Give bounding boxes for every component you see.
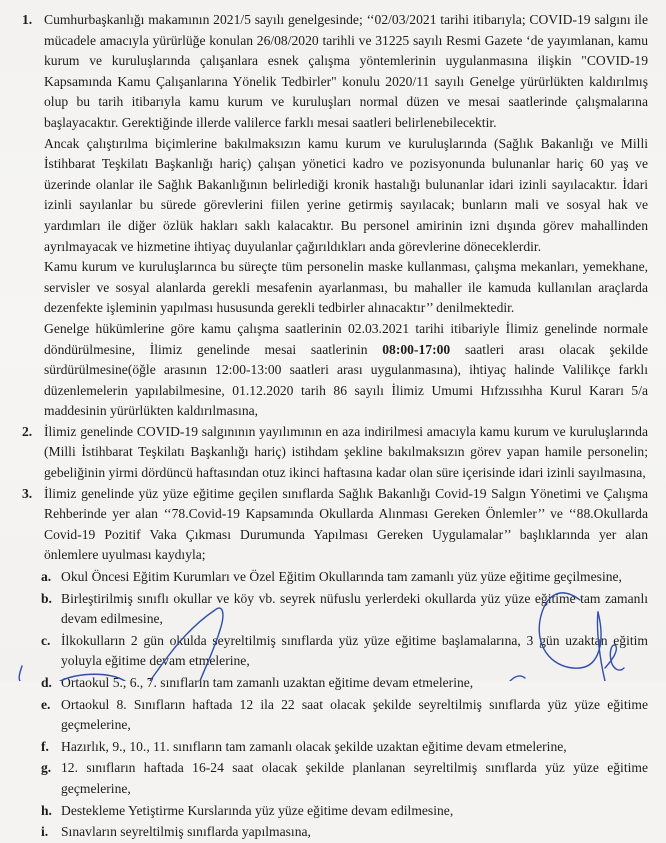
document-body [0,10,666,843]
text-run: saatleri arası olacak şekilde sürdürülmesine(öğle arasının 12:00-13:00 saatleri arası uygulanmasına), ihtiyaç halinde Valilikçe farklı düzenlemelerin yapılabilmesine, 01.12.2020 tarih 86 sayılı İlimiz Umumi Hıfzıssıhha Kurul Kararı 5/a maddesinin yürürlükten kaldırılmasına, [44,341,648,419]
subitem-letter: i. [41,824,49,840]
working-hours-bold: 08:00-17:00 [382,341,451,357]
decision-item-2 [0,422,666,484]
subitem-i [0,822,666,843]
paragraph: İlimiz genelinde COVID-19 salgınının yayılımının en aza indirilmesi amacıyla kamu kurum ve kuruluşlarında (Milli İstihbarat Teşkilatı Başkanlığı hariç) istihdam şekline bakılmaksızın görev yapan hamile personelin; gebeliğinin yirmi dördüncü haftasından otuz ikinci haftasına kadar olan süre içerisinde idari izinli sayılmasına, [44,423,648,481]
subitem-text: Birleştirilmiş sınıflı okullar ve köy vb. seyrek nüfuslu yerlerdeki okullarda yüz yüze eğitime tam zamanlı devam edilmesine, [61,590,648,627]
subitem-g [0,758,666,799]
paragraph-working-hours [44,319,648,422]
subitem-letter: a. [41,569,52,585]
subitem-letter: h. [41,802,52,818]
paragraph: İlimiz genelinde yüz yüze eğitime geçilen sınıflarda Sağlık Bakanlığı Covid-19 Salgın Yönetimi ve Çalışma Rehberinde yer alan ‘‘78.Covid-19 Kapsamında Okullarda Alınması Gereken Önlemler’’ ve ‘‘88.Okullarda Covid-19 Pozitif Vaka Çıkması Durumunda Yapılması Gereken Uygulamalar’’ başlıklarında yer alan önlemlere uyulması kaydıyla; [44,485,648,563]
subitem-d [0,673,666,694]
subitem-text: Hazırlık, 9., 10., 11. sınıfların tam zamanlı olacak şekilde uzaktan eğitime devam etmelerine, [61,738,567,754]
subitem-letter: b. [41,590,52,606]
item-number: 1. [22,12,33,27]
subitem-letter: c. [41,632,51,648]
subitem-a [0,567,666,588]
item-number: 2. [22,423,33,439]
subitem-text: Destekleme Yetiştirme Kurslarında yüz yüze eğitime devam edilmesine, [61,802,454,818]
paragraph: Ancak çalıştırılma biçimlerine bakılmaksızın kamu kurum ve kuruluşlarında (Sağlık Bakanlığı ve Milli İstihbarat Teşkilatı Başkanlığı hariç) çalışan yönetici kadro ve pozisyonunda bulunanlar hariç 60 yaş ve üzerinde olanlar ile Sağlık Bakanlığının belirlediği kronik hastalığı bulunanlar idari izinli sayılacaktır. İdari izinli sayılanlar bu sürede görevlerini fiilen yerine getirmiş sayılacak; bunların mali ve sosyal hak ve yardımları ile diğer özlük hakları saklı kalacaktır. Bu personel amirinin izni dışında görev mahallinden ayrılmayacak ve hizmetine ihtiyaç duyulanlar çağırıldıkları anda görevlerine döneceklerdir. [44,135,648,254]
subitem-e [0,695,666,736]
paragraph: Cumhurbaşkanlığı makamının 2021/5 sayılı genelgesinde; ‘‘02/03/2021 tarihi itibarıyla; COVID-19 salgını ile mücadele amacıyla yürürlüğe konulan 26/08/2020 tarihli ve 31225 sayılı Resmi Gazete ‘de yayımlanan, kamu kurum ve kuruluşlarında çalışanlara esnek çalışma yöntemlerinin uygulanmasına ilişkin "COVID-19 Kapsamında Kamu Çalışanlarına Yönelik Tedbirler" konulu 2020/11 sayılı Genelge yürürlükten kaldırılmış olup bu tarih itibarıyla kamu kurum ve kuruluşları normal düzen ve mesai saatlerinde çalışmalarına başlayacaktır. Gerektiğinde illerde valilerce farklı mesai saatleri belirlenebilecektir. [44,12,648,130]
subitem-letter: d. [41,675,52,690]
item-number: 3. [22,485,33,501]
subitem-text: 12. sınıfların haftada 16-24 saat olacak şekilde planlanan seyreltilmiş sınıflarda yüz yüze eğitime geçmelerine, [61,760,648,796]
subitem-letter: e. [41,696,51,712]
subitem-b [0,589,666,630]
decision-item-1 [0,10,666,422]
decision-item-3 [0,484,666,566]
subitem-text: Okul Öncesi Eğitim Kurumları ve Özel Eğitim Okullarında tam zamanlı yüz yüze eğitime geçilmesine, [61,569,622,585]
subitem-letter: g. [41,760,52,776]
subitem-letter: f. [41,738,49,754]
subitem-text: Ortaokul 5., 6., 7. sınıfların tam zamanlı uzaktan eğitime devam etmelerine, [61,675,474,690]
subitem-text: İlkokulların 2 gün okulda seyreltilmiş sınıflarda yüz yüze eğitime başlamalarına, 3 gün uzaktan eğitim yoluyla eğitime devam etmelerine, [61,632,648,669]
subitem-h [0,801,666,822]
subitem-text: Sınavların seyreltilmiş sınıflarda yapılmasına, [61,824,311,840]
subitem-text: Ortaokul 8. Sınıfların haftada 12 ila 22 saat olacak şekilde seyreltilmiş sınıflarda yüz yüze eğitime geçmelerine, [61,696,648,733]
text-run: Genelge hükümlerine göre kamu çalışma saatlerinin 02.03.2021 tarihi itibariyle İlimiz genelinde normale döndürülmesine, İlimiz genelinde mesai saatlerinin [44,320,648,357]
paragraph: Kamu kurum ve kuruluşlarınca bu süreçte tüm personelin maske kullanması, çalışma mekanları, yemekhane, servisler ve sosyal alanlarda gerekli mesafenin ayarlanması, bu mahaller ile kamuda kullanılan araçlarda dezenfekte işleminin yapılması hususunda gerekli tedbirler alınacaktır’’ denilmektedir. [44,259,648,316]
subitem-f [0,737,666,758]
subitem-c [0,631,666,672]
